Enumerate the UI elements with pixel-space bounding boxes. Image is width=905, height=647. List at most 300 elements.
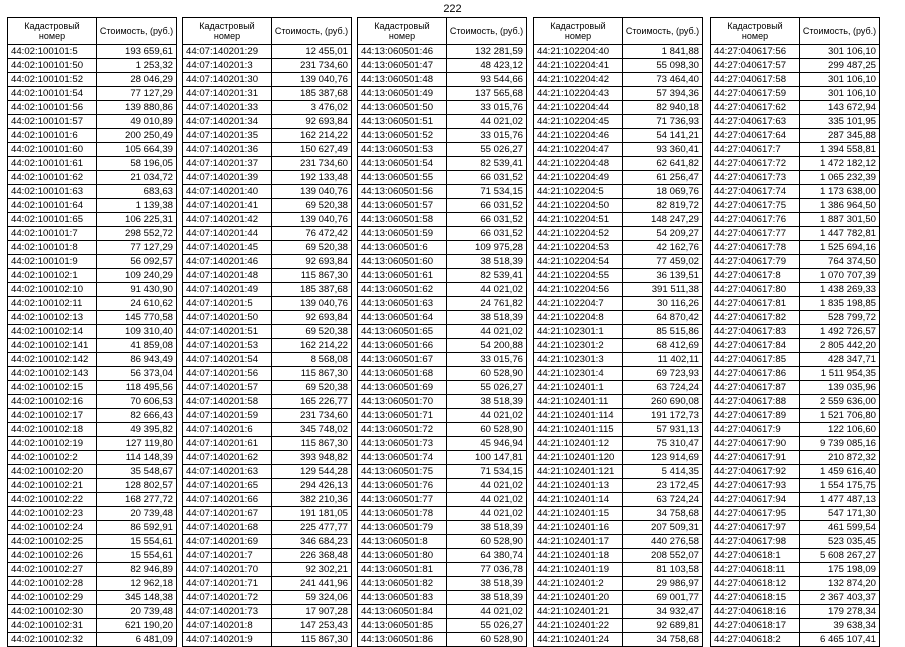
cost-cell: 48 423,12 bbox=[447, 59, 527, 73]
table-row bbox=[358, 619, 527, 633]
cadastral-number-cell: 44:07:140201:67 bbox=[183, 507, 272, 521]
table-row bbox=[8, 241, 177, 255]
cost-cell: 24 761,82 bbox=[447, 297, 527, 311]
table-row bbox=[711, 213, 880, 227]
cost-cell: 30 116,26 bbox=[623, 297, 703, 311]
cadastral-number-cell: 44:13:060501:71 bbox=[358, 409, 447, 423]
cost-cell: 523 035,45 bbox=[800, 535, 880, 549]
table-row bbox=[183, 45, 352, 59]
cost-cell: 15 554,61 bbox=[97, 549, 177, 563]
cost-cell: 1 525 694,16 bbox=[800, 241, 880, 255]
cadastral-number-cell: 44:27:040617:98 bbox=[711, 535, 800, 549]
header-cost: Стоимость, (руб.) bbox=[447, 18, 527, 45]
cost-cell: 210 872,32 bbox=[800, 451, 880, 465]
cadastral-number-cell: 44:21:102204:53 bbox=[534, 241, 623, 255]
table-row bbox=[183, 423, 352, 437]
cadastral-number-cell: 44:27:040618:16 bbox=[711, 605, 800, 619]
table-row bbox=[358, 59, 527, 73]
cost-cell: 298 552,72 bbox=[97, 227, 177, 241]
cost-cell: 44 021,02 bbox=[447, 283, 527, 297]
cost-cell: 207 509,31 bbox=[623, 521, 703, 535]
cadastral-number-cell: 44:07:140201:37 bbox=[183, 157, 272, 171]
table-row bbox=[183, 619, 352, 633]
cost-cell: 345 748,02 bbox=[272, 423, 352, 437]
cost-cell: 81 103,58 bbox=[623, 563, 703, 577]
cadastral-number-cell: 44:02:100101:61 bbox=[8, 157, 97, 171]
cost-cell: 28 046,29 bbox=[97, 73, 177, 87]
cost-cell: 132 281,59 bbox=[447, 45, 527, 59]
table-row bbox=[183, 367, 352, 381]
cost-cell: 92 693,84 bbox=[272, 311, 352, 325]
cost-cell: 77 036,78 bbox=[447, 563, 527, 577]
cadastral-number-cell: 44:13:060501:58 bbox=[358, 213, 447, 227]
table-row bbox=[8, 339, 177, 353]
table-row bbox=[183, 143, 352, 157]
cadastral-number-cell: 44:02:100102:19 bbox=[8, 437, 97, 451]
table-row bbox=[358, 451, 527, 465]
table-row bbox=[358, 367, 527, 381]
cadastral-number-cell: 44:21:102401:12 bbox=[534, 437, 623, 451]
cadastral-number-cell: 44:13:060501:51 bbox=[358, 115, 447, 129]
cadastral-number-cell: 44:02:100102:22 bbox=[8, 493, 97, 507]
table-row bbox=[711, 507, 880, 521]
table-row bbox=[534, 353, 703, 367]
cost-cell: 66 031,52 bbox=[447, 171, 527, 185]
table-row bbox=[711, 493, 880, 507]
cadastral-number-cell: 44:02:100102:24 bbox=[8, 521, 97, 535]
cost-cell: 23 172,45 bbox=[623, 479, 703, 493]
table-row bbox=[183, 493, 352, 507]
cadastral-number-cell: 44:07:140201:69 bbox=[183, 535, 272, 549]
cadastral-number-cell: 44:02:100101:60 bbox=[8, 143, 97, 157]
cost-cell: 231 734,60 bbox=[272, 59, 352, 73]
table-row bbox=[358, 129, 527, 143]
cost-cell: 45 946,94 bbox=[447, 437, 527, 451]
cost-cell: 2 805 442,20 bbox=[800, 339, 880, 353]
cost-cell: 6 465 107,41 bbox=[800, 633, 880, 647]
table-row bbox=[711, 563, 880, 577]
table-row bbox=[183, 479, 352, 493]
cadastral-number-cell: 44:21:102204:43 bbox=[534, 87, 623, 101]
table-row bbox=[358, 311, 527, 325]
cadastral-number-cell: 44:21:102301:2 bbox=[534, 339, 623, 353]
cadastral-number-cell: 44:07:140201:72 bbox=[183, 591, 272, 605]
cost-cell: 77 459,02 bbox=[623, 255, 703, 269]
table-header-row bbox=[8, 18, 177, 45]
header-cost: Стоимость, (руб.) bbox=[800, 18, 880, 45]
cost-cell: 55 026,27 bbox=[447, 143, 527, 157]
table-row bbox=[358, 283, 527, 297]
cost-cell: 38 518,39 bbox=[447, 395, 527, 409]
cost-cell: 1 447 782,81 bbox=[800, 227, 880, 241]
cost-cell: 129 544,28 bbox=[272, 465, 352, 479]
cost-cell: 1 477 487,13 bbox=[800, 493, 880, 507]
cadastral-number-cell: 44:27:040617:87 bbox=[711, 381, 800, 395]
table-row bbox=[358, 171, 527, 185]
table-row bbox=[358, 255, 527, 269]
table-row bbox=[183, 297, 352, 311]
cadastral-number-cell: 44:07:140201:31 bbox=[183, 87, 272, 101]
cadastral-number-cell: 44:07:140201:62 bbox=[183, 451, 272, 465]
cadastral-number-cell: 44:13:060501:55 bbox=[358, 171, 447, 185]
table-row bbox=[534, 143, 703, 157]
cadastral-number-cell: 44:21:102401:121 bbox=[534, 465, 623, 479]
cadastral-number-cell: 44:13:060501:85 bbox=[358, 619, 447, 633]
table-row bbox=[183, 535, 352, 549]
cost-cell: 115 867,30 bbox=[272, 437, 352, 451]
cost-cell: 191 172,73 bbox=[623, 409, 703, 423]
cost-cell: 12 962,18 bbox=[97, 577, 177, 591]
cadastral-number-cell: 44:27:040617:77 bbox=[711, 227, 800, 241]
table-row bbox=[534, 521, 703, 535]
cadastral-number-cell: 44:21:102401:14 bbox=[534, 493, 623, 507]
cost-cell: 109 975,28 bbox=[447, 241, 527, 255]
cost-cell: 150 627,49 bbox=[272, 143, 352, 157]
table-row bbox=[711, 73, 880, 87]
cadastral-number-cell: 44:27:040617:56 bbox=[711, 45, 800, 59]
cost-cell: 35 548,67 bbox=[97, 465, 177, 479]
cadastral-number-cell: 44:07:140201:5 bbox=[183, 297, 272, 311]
cost-cell: 29 986,97 bbox=[623, 577, 703, 591]
table-row bbox=[358, 395, 527, 409]
header-cadastral-number: Кадастровый номер bbox=[183, 18, 272, 45]
cadastral-number-cell: 44:02:100102:18 bbox=[8, 423, 97, 437]
cadastral-number-cell: 44:13:060501:82 bbox=[358, 577, 447, 591]
cadastral-number-cell: 44:27:040617:90 bbox=[711, 437, 800, 451]
table-row bbox=[8, 521, 177, 535]
cost-cell: 12 455,01 bbox=[272, 45, 352, 59]
table-row bbox=[534, 339, 703, 353]
cost-cell: 1 438 269,33 bbox=[800, 283, 880, 297]
cost-cell: 17 907,28 bbox=[272, 605, 352, 619]
table-row bbox=[358, 521, 527, 535]
cost-cell: 185 387,68 bbox=[272, 283, 352, 297]
cadastral-number-cell: 44:27:040617:94 bbox=[711, 493, 800, 507]
table-row bbox=[358, 591, 527, 605]
table-row bbox=[534, 227, 703, 241]
cost-cell: 20 739,48 bbox=[97, 605, 177, 619]
cadastral-number-cell: 44:02:100101:7 bbox=[8, 227, 97, 241]
cost-cell: 301 106,10 bbox=[800, 87, 880, 101]
cadastral-number-cell: 44:07:140201:63 bbox=[183, 465, 272, 479]
table-row bbox=[358, 493, 527, 507]
table-row bbox=[8, 605, 177, 619]
cadastral-number-cell: 44:02:100101:52 bbox=[8, 73, 97, 87]
table-row bbox=[358, 101, 527, 115]
table-row bbox=[8, 73, 177, 87]
cadastral-number-cell: 44:13:060501:61 bbox=[358, 269, 447, 283]
table-row bbox=[711, 465, 880, 479]
table-row bbox=[8, 451, 177, 465]
cost-cell: 547 171,30 bbox=[800, 507, 880, 521]
cost-cell: 69 520,38 bbox=[272, 325, 352, 339]
cadastral-number-cell: 44:07:140201:29 bbox=[183, 45, 272, 59]
cadastral-number-cell: 44:13:060501:86 bbox=[358, 633, 447, 647]
cost-cell: 71 534,15 bbox=[447, 465, 527, 479]
cost-cell: 440 276,58 bbox=[623, 535, 703, 549]
cadastral-number-cell: 44:13:060501:54 bbox=[358, 157, 447, 171]
cost-cell: 683,63 bbox=[97, 185, 177, 199]
table-row bbox=[711, 59, 880, 73]
table-row bbox=[358, 479, 527, 493]
table-row bbox=[534, 605, 703, 619]
cost-cell: 77 127,29 bbox=[97, 87, 177, 101]
table-row bbox=[8, 437, 177, 451]
table-row bbox=[711, 605, 880, 619]
cadastral-number-cell: 44:07:140201:49 bbox=[183, 283, 272, 297]
cadastral-number-cell: 44:07:140201:59 bbox=[183, 409, 272, 423]
cadastral-number-cell: 44:21:102401:17 bbox=[534, 535, 623, 549]
cadastral-number-cell: 44:27:040617:8 bbox=[711, 269, 800, 283]
cost-cell: 115 867,30 bbox=[272, 269, 352, 283]
cadastral-number-cell: 44:13:060501:6 bbox=[358, 241, 447, 255]
cadastral-number-cell: 44:02:100102:25 bbox=[8, 535, 97, 549]
cadastral-number-cell: 44:07:140201:66 bbox=[183, 493, 272, 507]
cost-cell: 44 021,02 bbox=[447, 409, 527, 423]
cadastral-number-cell: 44:13:060501:47 bbox=[358, 59, 447, 73]
cost-cell: 92 689,81 bbox=[623, 619, 703, 633]
cost-cell: 64 380,74 bbox=[447, 549, 527, 563]
table-row bbox=[358, 325, 527, 339]
cadastral-number-cell: 44:21:102401:13 bbox=[534, 479, 623, 493]
cadastral-number-cell: 44:13:060501:75 bbox=[358, 465, 447, 479]
table-row bbox=[183, 199, 352, 213]
cadastral-number-cell: 44:07:140201:48 bbox=[183, 269, 272, 283]
cadastral-number-cell: 44:02:100101:50 bbox=[8, 59, 97, 73]
cost-cell: 39 638,34 bbox=[800, 619, 880, 633]
table-row bbox=[183, 87, 352, 101]
table-row bbox=[8, 283, 177, 297]
cost-cell: 66 031,52 bbox=[447, 213, 527, 227]
table-row bbox=[183, 241, 352, 255]
cost-cell: 1 472 182,12 bbox=[800, 157, 880, 171]
header-cost: Стоимость, (руб.) bbox=[97, 18, 177, 45]
table-row bbox=[8, 45, 177, 59]
table-row bbox=[358, 423, 527, 437]
cost-cell: 128 802,57 bbox=[97, 479, 177, 493]
cadastral-number-cell: 44:13:060501:62 bbox=[358, 283, 447, 297]
cadastral-number-cell: 44:21:102401:21 bbox=[534, 605, 623, 619]
table-row bbox=[8, 143, 177, 157]
cadastral-number-cell: 44:27:040617:58 bbox=[711, 73, 800, 87]
cadastral-number-cell: 44:13:060501:68 bbox=[358, 367, 447, 381]
table-row bbox=[8, 577, 177, 591]
cadastral-number-cell: 44:02:100102:30 bbox=[8, 605, 97, 619]
cadastral-number-cell: 44:02:100102:13 bbox=[8, 311, 97, 325]
table-row bbox=[183, 185, 352, 199]
cadastral-number-cell: 44:27:040617:79 bbox=[711, 255, 800, 269]
cost-cell: 41 859,08 bbox=[97, 339, 177, 353]
cadastral-number-cell: 44:07:140201:40 bbox=[183, 185, 272, 199]
cost-cell: 115 867,30 bbox=[272, 633, 352, 647]
cost-cell: 260 690,08 bbox=[623, 395, 703, 409]
table-row bbox=[534, 45, 703, 59]
cadastral-number-cell: 44:27:040617:74 bbox=[711, 185, 800, 199]
cadastral-number-cell: 44:02:100101:56 bbox=[8, 101, 97, 115]
cadastral-number-cell: 44:21:102401:19 bbox=[534, 563, 623, 577]
cadastral-number-cell: 44:21:102301:3 bbox=[534, 353, 623, 367]
cost-cell: 139 035,96 bbox=[800, 381, 880, 395]
cadastral-number-cell: 44:27:040617:81 bbox=[711, 297, 800, 311]
cost-cell: 145 770,58 bbox=[97, 311, 177, 325]
cadastral-number-cell: 44:02:100101:5 bbox=[8, 45, 97, 59]
table-row bbox=[534, 493, 703, 507]
cadastral-number-cell: 44:21:102204:41 bbox=[534, 59, 623, 73]
table-row bbox=[534, 451, 703, 465]
cadastral-number-cell: 44:27:040618:12 bbox=[711, 577, 800, 591]
cadastral-number-cell: 44:21:102401:24 bbox=[534, 633, 623, 647]
cadastral-number-cell: 44:27:040617:82 bbox=[711, 311, 800, 325]
cost-cell: 85 515,86 bbox=[623, 325, 703, 339]
cost-cell: 34 758,68 bbox=[623, 507, 703, 521]
cadastral-number-cell: 44:07:140201:50 bbox=[183, 311, 272, 325]
table-row bbox=[534, 325, 703, 339]
cadastral-number-cell: 44:21:102204:50 bbox=[534, 199, 623, 213]
table-row bbox=[358, 409, 527, 423]
cadastral-number-cell: 44:27:040617:83 bbox=[711, 325, 800, 339]
cost-cell: 63 724,24 bbox=[623, 493, 703, 507]
cadastral-number-cell: 44:21:102401:114 bbox=[534, 409, 623, 423]
cost-cell: 1 492 726,57 bbox=[800, 325, 880, 339]
cost-cell: 294 426,13 bbox=[272, 479, 352, 493]
cost-cell: 44 021,02 bbox=[447, 479, 527, 493]
cost-cell: 1 386 964,50 bbox=[800, 199, 880, 213]
table-row bbox=[8, 591, 177, 605]
cost-cell: 20 739,48 bbox=[97, 507, 177, 521]
table-header-row bbox=[711, 18, 880, 45]
table-row bbox=[534, 255, 703, 269]
cost-cell: 1 835 198,85 bbox=[800, 297, 880, 311]
cost-cell: 1 511 954,35 bbox=[800, 367, 880, 381]
cost-cell: 1 887 301,50 bbox=[800, 213, 880, 227]
table-row bbox=[534, 297, 703, 311]
cost-cell: 175 198,09 bbox=[800, 563, 880, 577]
cadastral-number-cell: 44:27:040617:97 bbox=[711, 521, 800, 535]
table-row bbox=[183, 451, 352, 465]
cadastral-number-cell: 44:21:102204:45 bbox=[534, 115, 623, 129]
cadastral-number-cell: 44:21:102301:1 bbox=[534, 325, 623, 339]
cost-cell: 59 324,06 bbox=[272, 591, 352, 605]
cost-cell: 345 148,38 bbox=[97, 591, 177, 605]
cost-cell: 38 518,39 bbox=[447, 577, 527, 591]
table-row bbox=[534, 269, 703, 283]
table-row bbox=[534, 549, 703, 563]
cost-cell: 55 026,27 bbox=[447, 381, 527, 395]
cost-cell: 127 119,80 bbox=[97, 437, 177, 451]
cadastral-number-cell: 44:27:040617:7 bbox=[711, 143, 800, 157]
cost-cell: 57 931,13 bbox=[623, 423, 703, 437]
cost-cell: 68 412,69 bbox=[623, 339, 703, 353]
cadastral-number-cell: 44:13:060501:79 bbox=[358, 521, 447, 535]
table-row bbox=[534, 535, 703, 549]
cost-cell: 54 209,27 bbox=[623, 227, 703, 241]
cost-cell: 162 214,22 bbox=[272, 129, 352, 143]
cost-cell: 71 534,15 bbox=[447, 185, 527, 199]
cadastral-number-cell: 44:07:140201:45 bbox=[183, 241, 272, 255]
cadastral-number-cell: 44:13:060501:77 bbox=[358, 493, 447, 507]
cost-cell: 1 173 638,00 bbox=[800, 185, 880, 199]
header-cadastral-number: Кадастровый номер bbox=[534, 18, 623, 45]
cost-cell: 118 495,56 bbox=[97, 381, 177, 395]
table-row bbox=[183, 507, 352, 521]
cadastral-number-cell: 44:02:100101:9 bbox=[8, 255, 97, 269]
table-row bbox=[183, 409, 352, 423]
cadastral-number-cell: 44:21:102301:4 bbox=[534, 367, 623, 381]
table-row bbox=[8, 367, 177, 381]
cadastral-table-5 bbox=[710, 17, 880, 647]
table-row bbox=[711, 325, 880, 339]
cadastral-number-cell: 44:21:102204:44 bbox=[534, 101, 623, 115]
cost-cell: 60 528,90 bbox=[447, 535, 527, 549]
cadastral-number-cell: 44:13:060501:69 bbox=[358, 381, 447, 395]
table-row bbox=[8, 101, 177, 115]
table-row bbox=[711, 185, 880, 199]
table-row bbox=[711, 451, 880, 465]
cost-cell: 70 606,53 bbox=[97, 395, 177, 409]
table-row bbox=[711, 423, 880, 437]
table-row bbox=[534, 311, 703, 325]
table-row bbox=[711, 115, 880, 129]
table-row bbox=[358, 563, 527, 577]
cost-cell: 193 659,61 bbox=[97, 45, 177, 59]
cost-cell: 225 477,77 bbox=[272, 521, 352, 535]
cost-cell: 200 250,49 bbox=[97, 129, 177, 143]
cadastral-number-cell: 44:27:040617:95 bbox=[711, 507, 800, 521]
cadastral-number-cell: 44:13:060501:56 bbox=[358, 185, 447, 199]
cadastral-number-cell: 44:07:140201:70 bbox=[183, 563, 272, 577]
header-cadastral-number: Кадастровый номер bbox=[358, 18, 447, 45]
table-row bbox=[534, 437, 703, 451]
cost-cell: 3 476,02 bbox=[272, 101, 352, 115]
cost-cell: 33 015,76 bbox=[447, 101, 527, 115]
cost-cell: 62 641,82 bbox=[623, 157, 703, 171]
cost-cell: 114 148,39 bbox=[97, 451, 177, 465]
cadastral-table-3 bbox=[357, 17, 527, 647]
table-row bbox=[8, 115, 177, 129]
cadastral-number-cell: 44:02:100101:65 bbox=[8, 213, 97, 227]
table-row bbox=[358, 507, 527, 521]
cost-cell: 75 310,47 bbox=[623, 437, 703, 451]
cadastral-number-cell: 44:27:040617:64 bbox=[711, 129, 800, 143]
cadastral-number-cell: 44:02:100101:63 bbox=[8, 185, 97, 199]
cost-cell: 38 518,39 bbox=[447, 255, 527, 269]
cadastral-number-cell: 44:07:140201:34 bbox=[183, 115, 272, 129]
cadastral-number-cell: 44:13:060501:50 bbox=[358, 101, 447, 115]
cost-cell: 86 943,49 bbox=[97, 353, 177, 367]
cadastral-number-cell: 44:02:100102:11 bbox=[8, 297, 97, 311]
cadastral-number-cell: 44:07:140201:8 bbox=[183, 619, 272, 633]
cost-cell: 73 464,40 bbox=[623, 73, 703, 87]
cadastral-number-cell: 44:02:100101:57 bbox=[8, 115, 97, 129]
cost-cell: 148 247,29 bbox=[623, 213, 703, 227]
cadastral-number-cell: 44:07:140201:41 bbox=[183, 199, 272, 213]
cadastral-number-cell: 44:21:102401:2 bbox=[534, 577, 623, 591]
cadastral-number-cell: 44:07:140201:6 bbox=[183, 423, 272, 437]
table-row bbox=[711, 521, 880, 535]
table-row bbox=[358, 339, 527, 353]
table-row bbox=[534, 283, 703, 297]
cost-cell: 621 190,20 bbox=[97, 619, 177, 633]
cadastral-number-cell: 44:27:040618:11 bbox=[711, 563, 800, 577]
cost-cell: 122 106,60 bbox=[800, 423, 880, 437]
page-number: 222 bbox=[443, 3, 462, 15]
cadastral-number-cell: 44:21:102204:48 bbox=[534, 157, 623, 171]
table-row bbox=[183, 269, 352, 283]
table-row bbox=[8, 619, 177, 633]
cost-cell: 143 672,94 bbox=[800, 101, 880, 115]
cost-cell: 60 528,90 bbox=[447, 367, 527, 381]
cost-cell: 56 373,04 bbox=[97, 367, 177, 381]
